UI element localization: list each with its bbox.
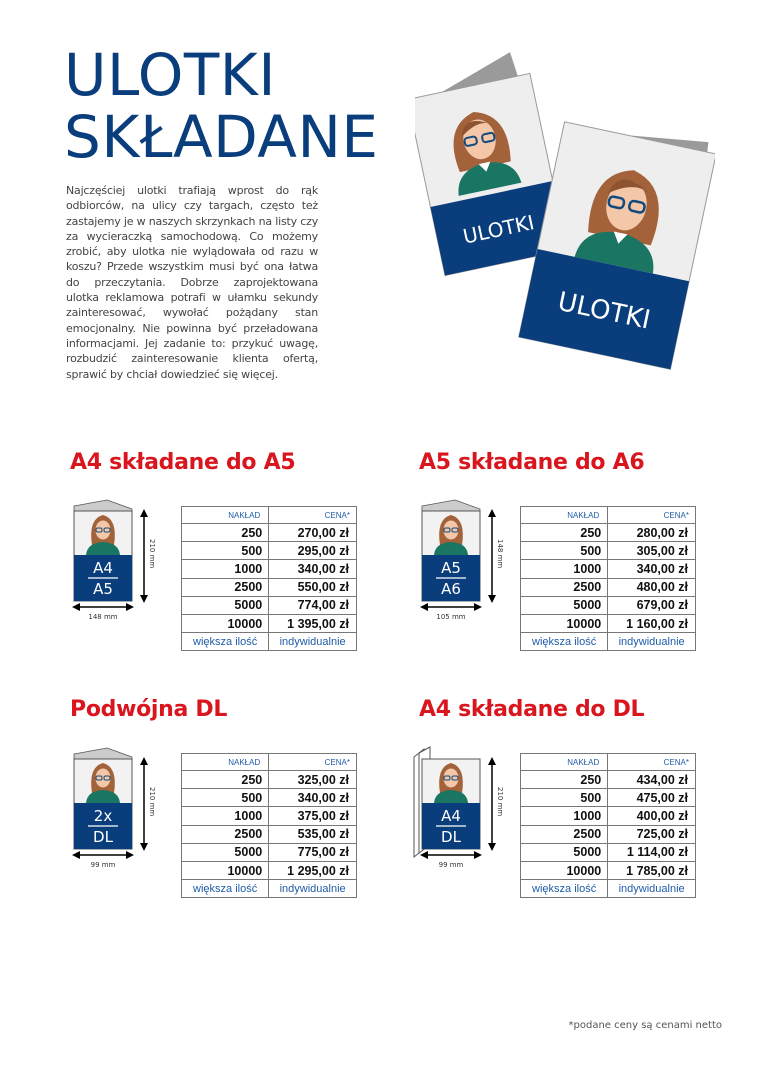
qty-cell: 500 [521,789,608,807]
qty-cell: 5000 [521,843,608,861]
header-price: CENA* [608,507,696,524]
table-row-more [182,880,357,898]
qty-cell: 250 [182,524,269,542]
table-row [521,596,696,614]
thumb-format-top: A4 [441,807,461,825]
hero-leaflets-illustration [415,45,715,375]
thumb-width-label: 99 mm [90,861,116,869]
price-cell: 480,00 zł [608,578,696,596]
title-line-1: ULOTKI [64,41,276,109]
footnote-net-prices: *podane ceny są cenami netto [568,1020,722,1031]
more-qty-cell: większa ilość [521,633,608,651]
price-cell: 775,00 zł [269,843,357,861]
hero-leaflet-front [519,112,715,369]
price-table [520,506,696,651]
header-price: CENA* [608,754,696,771]
header-qty: NAKŁAD [182,754,269,771]
table-row [521,807,696,825]
format-thumbnail [410,497,505,622]
thumb-format-bottom: A5 [93,580,113,598]
qty-cell: 250 [521,771,608,789]
qty-cell: 10000 [182,614,269,632]
more-qty-cell: większa ilość [521,880,608,898]
price-cell: 725,00 zł [608,825,696,843]
qty-cell: 2500 [182,825,269,843]
header-qty: NAKŁAD [182,507,269,524]
thumb-format-top: A4 [93,559,113,577]
thumb-width-label: 99 mm [438,861,464,869]
thumb-width-label: 148 mm [88,613,118,621]
price-cell: 550,00 zł [269,578,357,596]
qty-cell: 1000 [182,560,269,578]
price-cell: 1 295,00 zł [269,861,357,879]
table-row [521,542,696,560]
table-row [521,771,696,789]
table-row-more [182,633,357,651]
section-title: Podwójna DL [70,697,228,722]
table-row [182,789,357,807]
price-table [181,506,357,651]
price-cell: 475,00 zł [608,789,696,807]
qty-cell: 500 [182,789,269,807]
price-cell: 295,00 zł [269,542,357,560]
qty-cell: 1000 [521,807,608,825]
more-qty-cell: większa ilość [182,880,269,898]
thumb-format-top: 2x [93,807,113,825]
qty-cell: 2500 [521,578,608,596]
more-price-cell: indywidualnie [269,633,357,651]
price-cell: 340,00 zł [269,789,357,807]
price-table [181,753,357,898]
format-thumbnail [410,745,505,870]
format-thumbnail [62,745,157,870]
qty-cell: 500 [182,542,269,560]
table-row [182,825,357,843]
price-cell: 1 395,00 zł [269,614,357,632]
table-row [182,524,357,542]
thumb-format-bottom: DL [93,828,113,846]
header-price: CENA* [269,754,357,771]
title-line-2: SKŁADANE [64,103,379,171]
qty-cell: 1000 [182,807,269,825]
header-qty: NAKŁAD [521,507,608,524]
table-row [521,578,696,596]
qty-cell: 2500 [521,825,608,843]
price-cell: 434,00 zł [608,771,696,789]
qty-cell: 10000 [182,861,269,879]
table-row [521,560,696,578]
table-row [521,789,696,807]
table-row [182,807,357,825]
thumb-height-label: 210 mm [148,539,156,569]
thumb-height-label: 148 mm [496,539,504,569]
price-table-header [521,507,696,524]
price-table [520,753,696,898]
table-row [521,825,696,843]
header-price: CENA* [269,507,357,524]
table-row [182,542,357,560]
thumb-height-label: 210 mm [148,787,156,817]
price-table-header [521,754,696,771]
table-row [182,614,357,632]
price-cell: 305,00 zł [608,542,696,560]
price-cell: 340,00 zł [269,560,357,578]
table-row [182,843,357,861]
qty-cell: 10000 [521,614,608,632]
table-row [521,614,696,632]
table-row [182,560,357,578]
price-cell: 340,00 zł [608,560,696,578]
thumb-height-label: 210 mm [496,787,504,817]
price-cell: 325,00 zł [269,771,357,789]
qty-cell: 10000 [521,861,608,879]
table-row-more [521,880,696,898]
qty-cell: 2500 [182,578,269,596]
hero-label-big: ULOTKI [555,286,653,336]
table-row [521,524,696,542]
price-cell: 774,00 zł [269,596,357,614]
qty-cell: 250 [521,524,608,542]
format-thumbnail [62,497,157,622]
section-title: A4 składane do DL [419,697,645,722]
price-cell: 375,00 zł [269,807,357,825]
price-table-header [182,507,357,524]
table-row [182,578,357,596]
table-row-more [521,633,696,651]
intro-paragraph: Najczęściej ulotki trafiają wprost do rąk odbiorców, na ulicy czy targach, często też zastajemy je w naszych skrzynkach na listy czy za wycieraczką samochodową. Co możemy zrobić, aby ulotka nie wylądowała od razu w koszu? Przede wszystkim musi być ona łatwa do przeczytania. Dobrze zaprojektowana ulotka reklamowa potrafi w ułamku sekundy zainteresować, wywołać pożądany stan emocjonalny. Nie powinna być przeładowana informacjami. Jej zadanie to: przykuć uwagę, rozbudzić zainteresowanie klienta ofertą, sprawić by chciał dowiedzieć się więcej. [66,184,318,381]
price-cell: 270,00 zł [269,524,357,542]
qty-cell: 250 [182,771,269,789]
price-cell: 1 114,00 zł [608,843,696,861]
table-row [182,596,357,614]
qty-cell: 1000 [521,560,608,578]
price-cell: 1 160,00 zł [608,614,696,632]
page-title [64,41,379,171]
price-cell: 400,00 zł [608,807,696,825]
thumb-format-bottom: DL [441,828,461,846]
price-cell: 280,00 zł [608,524,696,542]
section-title: A4 składane do A5 [70,450,296,475]
more-price-cell: indywidualnie [608,633,696,651]
qty-cell: 5000 [521,596,608,614]
thumb-format-bottom: A6 [441,580,461,598]
thumb-format-top: A5 [441,559,461,577]
more-qty-cell: większa ilość [182,633,269,651]
table-row [521,843,696,861]
more-price-cell: indywidualnie [269,880,357,898]
more-price-cell: indywidualnie [608,880,696,898]
header-qty: NAKŁAD [521,754,608,771]
thumb-width-label: 105 mm [436,613,466,621]
table-row [182,771,357,789]
table-row [182,861,357,879]
qty-cell: 500 [521,542,608,560]
qty-cell: 5000 [182,596,269,614]
table-row [521,861,696,879]
qty-cell: 5000 [182,843,269,861]
price-cell: 535,00 zł [269,825,357,843]
price-cell: 679,00 zł [608,596,696,614]
hero-label-small: ULOTKI [460,210,537,249]
section-title: A5 składane do A6 [419,450,645,475]
price-table-header [182,754,357,771]
price-cell: 1 785,00 zł [608,861,696,879]
